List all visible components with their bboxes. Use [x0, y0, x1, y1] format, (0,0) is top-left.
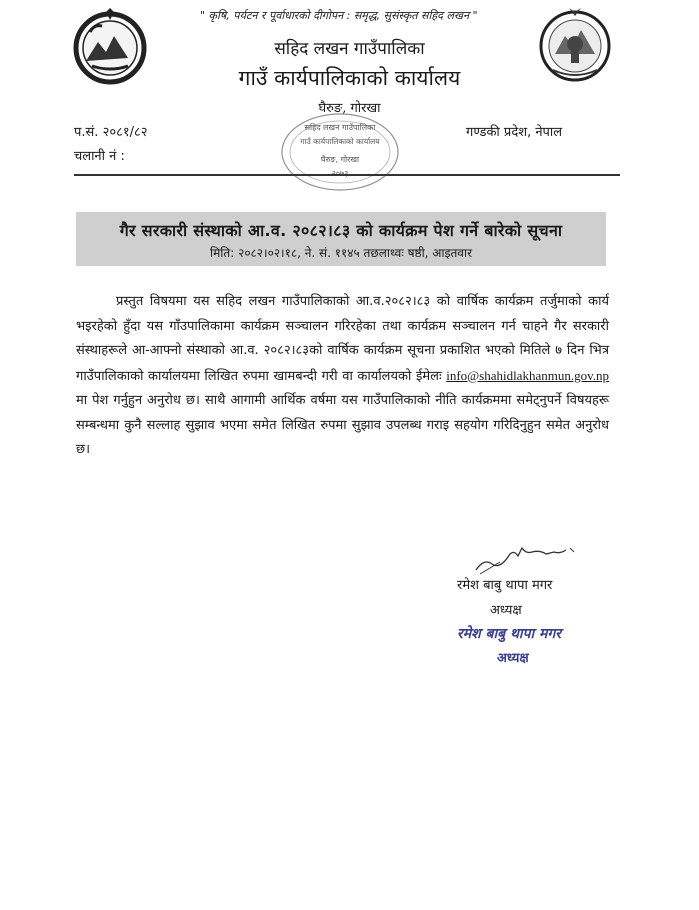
motto: " कृषि, पर्यटन र पूर्वाधारको दीगोपन : समृद्ध, सुसंस्कृत सहिद लखन " — [200, 9, 478, 22]
body-text-part-2: मा पेश गर्नुहुन अनुरोध छ। साथै आगामी आर्थिक वर्षमा यस गाउँपालिकाको नीति कार्यक्रममा समेट्नुपर्ने विषयहरू सम्बन्धमा कुनै सल्लाह सुझाव भएमा समेत लिखित रुपमा सुझाव उपलब्ध गराइ सहयोग गरिदिनुहुन समेत अनुरोध छ। — [76, 393, 609, 457]
header-divider — [74, 174, 620, 176]
email-link[interactable]: info@shahidlakhanmun.gov.np — [446, 367, 609, 383]
organization-name: सहिद लखन गाउँपालिका — [274, 39, 425, 59]
dispatch-number: चलानी नं : — [74, 149, 125, 164]
province-label: गण्डकी प्रदेश, नेपाल — [466, 125, 563, 140]
notice-date: मिति: २०८२।०२।१८, ने. सं. ११४५ तछलाथ्वः षष्ठी, आइतवार — [209, 246, 472, 260]
seal-line-2: गाउँ कार्यपालिकाको कार्यालय — [300, 137, 380, 146]
seal-year: २०७३ — [331, 169, 349, 178]
stamp-signatory-name: रमेश बाबु थापा मगर — [457, 626, 561, 642]
reference-number: प.सं. २०८१/८२ — [74, 125, 148, 140]
body-text-part-1: प्रस्तुत विषयमा यस सहिद लखन गाउँपालिकाको आ.व.२०८२।८३ को वार्षिक कार्यक्रम तर्जुमाको कार्य भइरहेको हुँदा यस गाँउपालिकामा कार्यक्रम सञ्चालन गरिरहेका तथा कार्यक्रम सञ्चालन गर्न चाहने गैर सरकारी संस्थाहरूले आ-आफ्नो संस्थाको आ.व. २०८२।८३को वार्षिक कार्यक्रम सूचना प्रकाशित भएको मितिले ७ दिन भित्र गाउँपालिकाको कार्यालयमा लिखित रुपमा खामबन्दी गरी वा कार्यालयको ईमेलः — [76, 294, 609, 384]
notice-body — [76, 290, 609, 463]
seal-line-1: सहिद लखन गाउँपालिका — [304, 123, 376, 132]
stamp-signatory-title: अध्यक्ष — [497, 651, 529, 666]
seal-line-3: घैरुङ, गोरखा — [320, 155, 360, 164]
handwritten-signature — [470, 540, 580, 576]
office-name: गाउँ कार्यपालिकाको कार्यालय — [238, 66, 461, 90]
signatory-title: अध्यक्ष — [490, 603, 522, 618]
signatory-name: रमेश बाबु थापा मगर — [457, 578, 553, 593]
office-address: घैरुङ, गोरखा — [318, 101, 381, 116]
office-seal-stamp — [270, 100, 410, 200]
notice-title: गैर सरकारी संस्थाको आ.व. २०८२।८३ को कार्यक्रम पेश गर्ने बारेको सूचना — [119, 221, 563, 240]
